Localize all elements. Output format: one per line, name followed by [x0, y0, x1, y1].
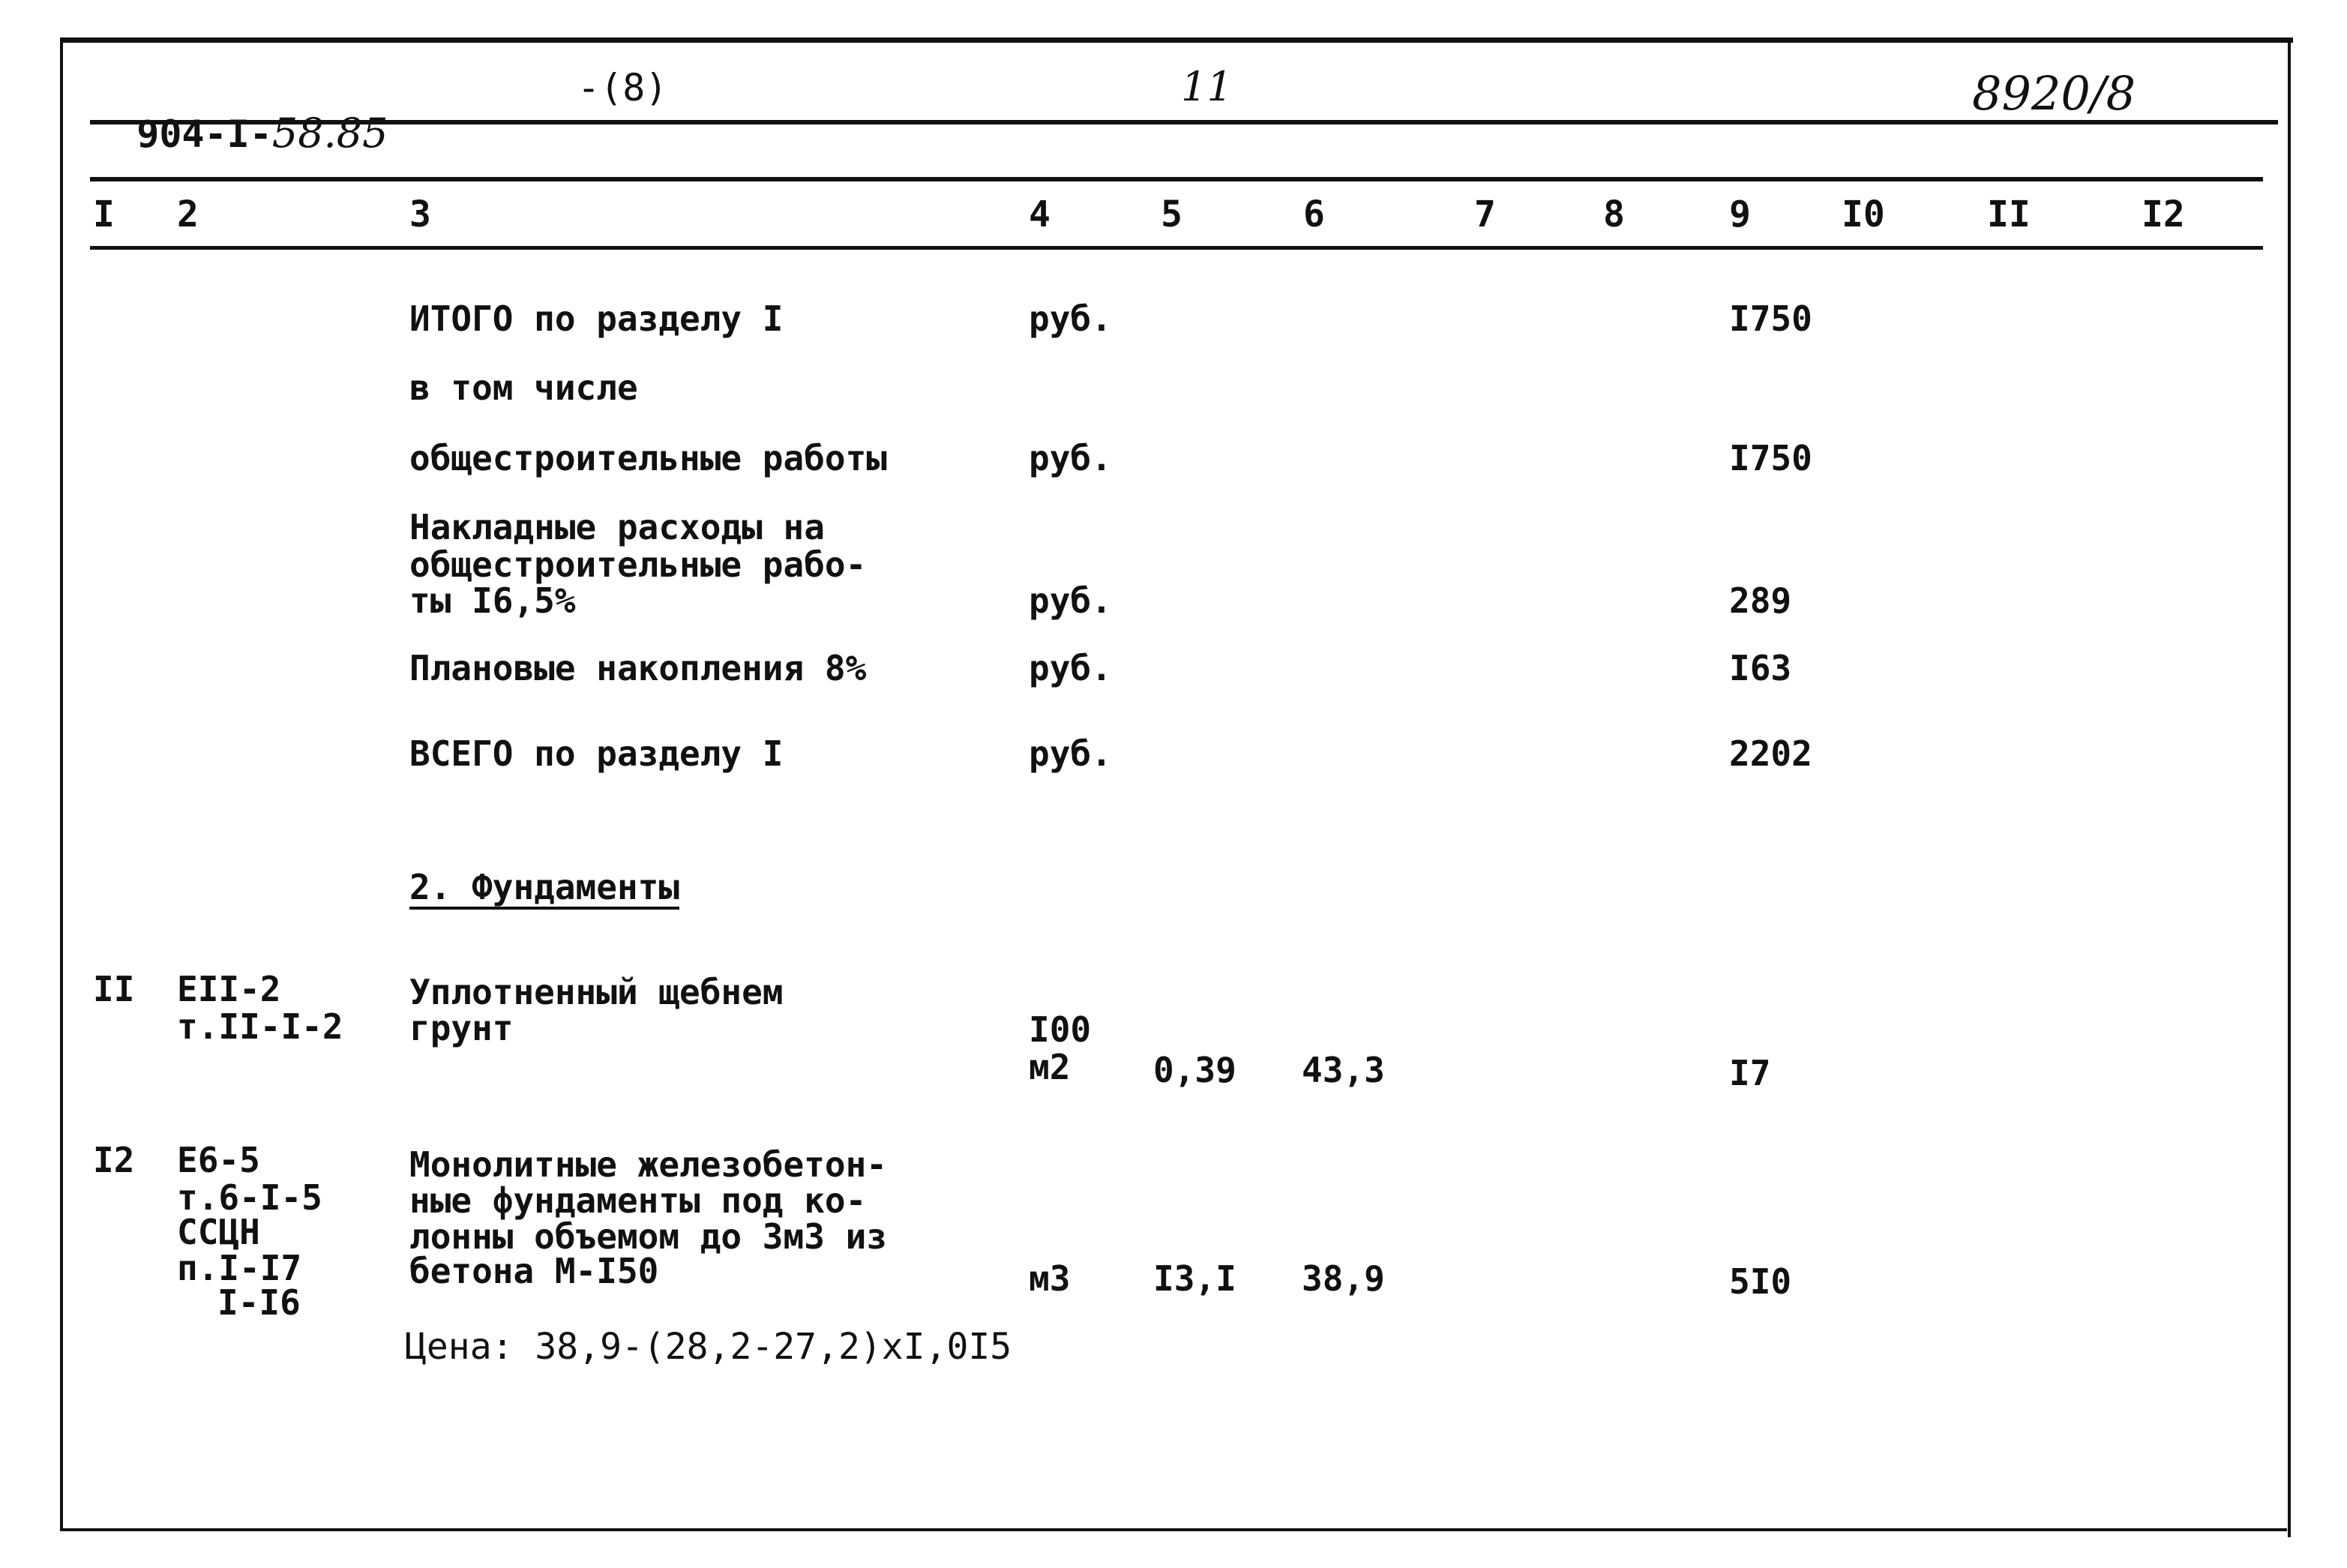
row-12-code-line3: ССЦН [177, 1212, 260, 1252]
row-12-code-line4: п.I-I7 [177, 1248, 302, 1288]
column-number-12: I2 [2142, 193, 2185, 235]
column-number-10: I0 [1842, 193, 1885, 235]
column-number-3: 3 [409, 193, 431, 235]
doc-number-prefix: 904-I- [136, 112, 272, 156]
row-11-price: 43,3 [1302, 1050, 1385, 1090]
column-number-6: 6 [1303, 193, 1325, 235]
column-header-bottom-rule [90, 246, 2263, 250]
row-11-code-line2: т.II-I-2 [177, 1006, 343, 1047]
row-12-qty: I3,I [1153, 1258, 1236, 1299]
row-11-desc-line2: грунт [409, 1008, 514, 1048]
vsego-value: 2202 [1729, 733, 1812, 774]
column-number-7: 7 [1474, 193, 1496, 235]
frame-left-border [60, 37, 63, 1530]
row-12-desc-line4: бетона М-I50 [409, 1251, 659, 1291]
row-12-desc-line1: Монолитные железобетон- [409, 1144, 887, 1185]
row-11-number: II [93, 969, 135, 1009]
doc-number [91, 66, 388, 157]
row-11-total: I7 [1729, 1053, 1771, 1093]
obsh-unit: руб. [1029, 438, 1112, 478]
obsh-value: I750 [1729, 438, 1812, 478]
row-11-qty: 0,39 [1153, 1050, 1236, 1090]
frame-bottom-border [60, 1528, 2287, 1531]
row-12-desc-line3: лонны объемом до 3м3 из [409, 1216, 887, 1257]
obsh-label: общестроительные работы [409, 438, 887, 478]
row-12-price-note: Цена: 38,9-(28,2-27,2)хI,0I5 [405, 1326, 1012, 1368]
row-11-desc-line1: Уплотненный щебнем [409, 972, 784, 1012]
row-12-total: 5I0 [1729, 1261, 1792, 1302]
plan-value: I63 [1729, 648, 1792, 688]
frame-right-border [2288, 37, 2291, 1537]
row-12-price: 38,9 [1302, 1258, 1385, 1299]
section-title: 2. Фундаменты [409, 867, 680, 907]
frame-top-border [60, 37, 2293, 43]
row-12-unit: м3 [1029, 1258, 1071, 1299]
page-number: 11 [1181, 63, 1233, 110]
itogo-label: ИТОГО по разделу I [409, 298, 784, 339]
column-number-4: 4 [1029, 193, 1051, 235]
row-12-code-line5: I-I6 [217, 1282, 301, 1323]
row-12-code-line1: Е6-5 [177, 1140, 260, 1180]
row-11-unit-line2: м2 [1029, 1047, 1071, 1087]
incl-label: в том числе [409, 367, 638, 408]
row-11-unit-line1: I00 [1029, 1009, 1092, 1050]
nakl-unit: руб. [1029, 580, 1112, 621]
itogo-unit: руб. [1029, 298, 1112, 339]
column-number-9: 9 [1729, 193, 1751, 235]
column-number-1: I [93, 193, 115, 235]
plan-label: Плановые накопления 8% [409, 648, 867, 688]
column-number-2: 2 [177, 193, 199, 235]
header-separator [90, 120, 2278, 124]
column-header-top-rule [90, 177, 2263, 181]
nakl-label-line1: Накладные расходы на [409, 507, 825, 547]
nakl-value: 289 [1729, 580, 1792, 621]
itogo-value: I750 [1729, 298, 1812, 339]
row-12-desc-line2: ные фундаменты под ко- [409, 1180, 867, 1221]
vsego-unit: руб. [1029, 733, 1112, 774]
column-number-8: 8 [1603, 193, 1625, 235]
row-12-code-line2: т.6-I-5 [177, 1177, 322, 1218]
column-number-5: 5 [1161, 193, 1182, 235]
sheet-code: -(8) [577, 66, 668, 109]
inventory-number: 8920/8 [1972, 66, 2136, 121]
row-11-code-line1: EII-2 [177, 969, 281, 1009]
doc-number-handwritten: 58.85 [271, 109, 388, 157]
nakl-label-line2: общестроительные рабо- [409, 544, 867, 585]
row-12-number: I2 [93, 1140, 135, 1180]
column-number-11: II [1987, 193, 2031, 235]
nakl-label-line3: ты I6,5% [409, 580, 576, 621]
vsego-label: ВСЕГО по разделу I [409, 733, 784, 774]
plan-unit: руб. [1029, 648, 1112, 688]
